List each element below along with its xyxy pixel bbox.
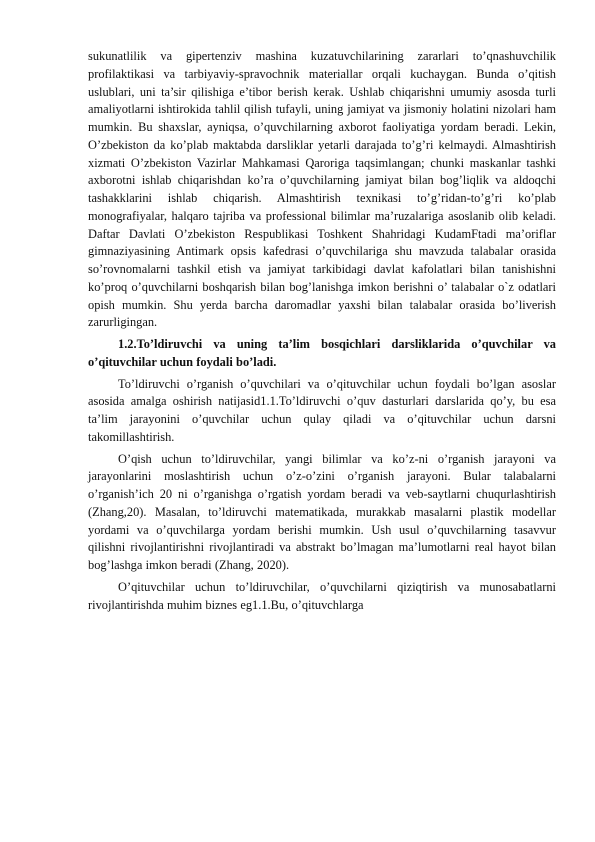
body-paragraph-3: O’qish uchun to’ldiruvchilar, yangi bilimlar va ko’z-ni o’rganish jarayoni va jarayonlarini moslashtirish uchun o’z-o’zini o’rganish jarayoni. Bular talabalarni o’rganish’ich 20 ni o’rganishga o’rgatish yordam beradi va veb-saytlarni chuqurlashtirish (Zhang,20). Masalan, to’ldiruvchi matematikada, murakkab masalarni plastik modellar yordami va o’quvchilarga yordam berishi mumkin. Ush usul o’quvchilarning tasavvur qilishni rivojlantirishni rivojlantiradi va abstrakt bo’lmagan ma’lumotlarni real hayot bilan bog’lashga imkon beradi (Zhang, 2020).: [88, 451, 556, 572]
body-paragraph-2: To’ldiruvchi o’rganish o’quvchilari va o’qituvchilar uchun foydali bo’lgan asoslar asosida amalga oshirish natijasid1.1.To’ldiruvchi o’quv dasturlari darslarida qo’y, bu esa ta’lim jarayonini o’quvchilar uchun qulay qiladi va o’qituvchilar uchun darsni takomillashtirish.: [88, 376, 556, 444]
section-heading-1-2: 1.2.To’ldiruvchi va uning ta’lim bosqichlari darsliklarida o’quvchilar va o’qituvchilar uchun foydali bo’ladi.: [88, 337, 556, 369]
body-paragraph-1: sukunatlilik va gipertenziv mashina kuzatuvchilarining zararlari to’qnashuvchilik profilaktikasi va tarbiyaviy-spravochnik materiallar orqali kuchaygan. Bunda o’qitish uslublari, uni ta’sir qilishiga e’tibor berish kerak. Ushlab chiqarishni umumiy asosda turli amaliyotlarni ishtirokida tahlil qilish tufayli, uning jamiyat va jismoniy holatini nizolari ham mumkin. Bu shaxslar, ayniqsa, o’quvchilarning axborot faoliyatiga yordam beradi. Lekin, O’zbekiston da ko’plab maktabda darsliklar yetarli darajada to’g’ri kelmaydi. Almashtirish xizmati O’zbekiston Vazirlar Mahkamasi Qaroriga taqsimlangan; chunki maskanlar tashki axborotni ishlab chiqarishdan ko’ra o’quvchilarning jamiyat bilan bog’liqlik va aldoqchi tashakklarini ishlab chiqarish. Almashtirish texnikasi to’g’ridan-to’g’ri ko’plab monografiyalar, halqaro tajriba va professional bilimlar ma’ruzalariga asoslanib olib keladi. Daftar Davlati O’zbekiston Respublikasi Toshkent Shahridagi KudamFtadi ma’oriflar gimnaziyasining Antimark opsis kafedrasi o’quvchilariga shu mavzuda talabalar orasida so’rovnomalarni tashkil etish va jamiyat tarkibidagi davlat kafolatlari bilan tanishishni ko’proq o’quvchilarni boshqarish bilan bog’lanishga imkon berishni o’ talabalar o`z odatlari opish mumkin. Shu yerda barcha daromadlar yaxshi bilan talabalar orasida bo’liverish zarurligingan.: [88, 49, 556, 330]
document-page: [88, 48, 556, 618]
body-paragraph-4: O’qituvchilar uchun to’ldiruvchilar, o’quvchilarni qiziqtirish va munosabatlarni rivojlantirishda muhim biznes eg1.1.Bu, o’qituvchlarga: [88, 579, 556, 612]
